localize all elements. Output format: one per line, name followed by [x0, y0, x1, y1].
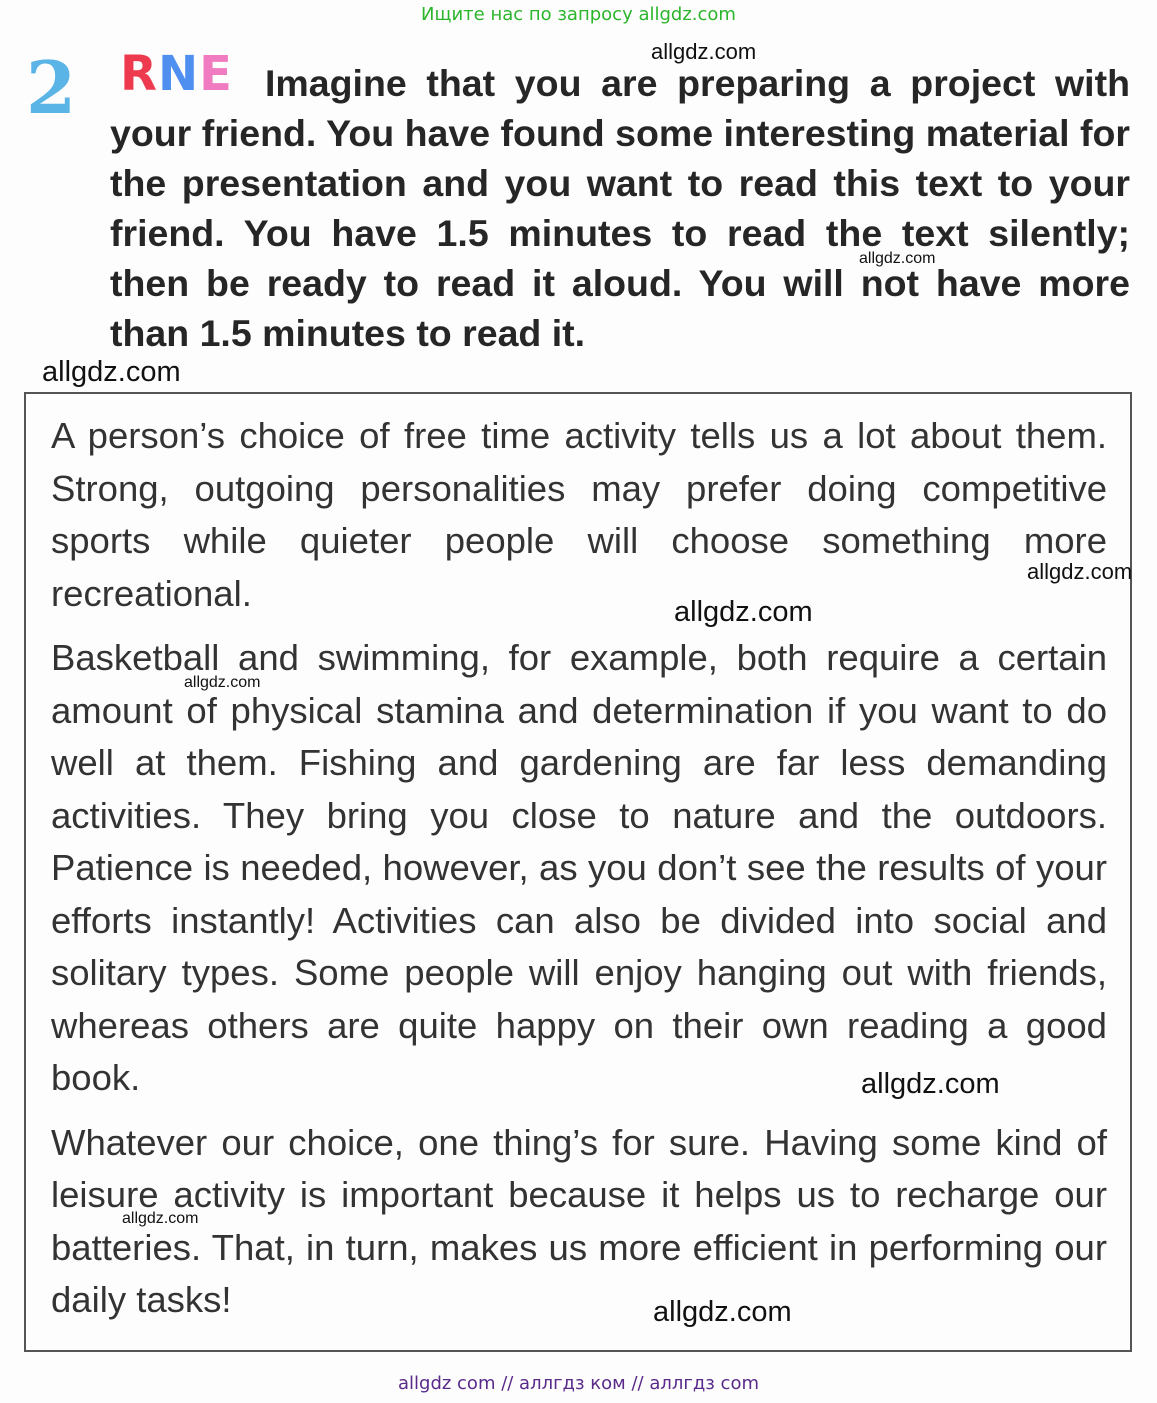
badge-letter-e: E: [199, 46, 233, 102]
passage-paragraph-2: Basketball and swimming, for example, both require a certain amount of physical stamina and determination if you want to do well at them. Fishing and gardening are far less demanding activities. They bring you close to nature and the outdoors. Patience is needed, however, as you don’t see the results of your efforts instantly! Activities can also be divided into social and solitary types. Some people will enjoy hanging out with friends, whereas others are quite happy on their own reading a good book.: [51, 637, 1107, 1098]
exercise-number: 2: [26, 45, 77, 130]
passage-paragraph-3: Whatever our choice, one thing’s for sure. Having some kind of leisure activity is important because it helps us to recharge our batteries. That, in turn, makes us more efficient in performing our daily tasks!: [51, 1121, 1107, 1320]
watermark: allgdz.com: [184, 674, 261, 691]
badge-letter-n: N: [157, 46, 200, 102]
reading-passage: [51, 410, 1107, 1339]
watermark: allgdz.com: [861, 1068, 1000, 1100]
watermark: allgdz.com: [859, 250, 936, 267]
instruction-text: Imagine that you are preparing a project with your friend. You have found some interesting material for the presentation and you want to read this text to your friend. You have 1.5 minutes to read the text silently; then be ready to read it aloud. You will not have more than 1.5 minutes to read it.: [110, 62, 1130, 354]
watermark: allgdz.com: [42, 356, 181, 388]
top-banner: Ищите нас по запросу allgdz.com: [421, 4, 736, 25]
watermark: allgdz.com: [674, 596, 813, 628]
watermark: allgdz.com: [122, 1210, 199, 1227]
watermark: allgdz.com: [651, 39, 757, 64]
watermark: allgdz.com: [1027, 559, 1133, 584]
exercise-instruction: [110, 58, 1130, 358]
badge-letter-r: R: [120, 46, 158, 102]
watermark: allgdz.com: [653, 1296, 792, 1328]
bottom-banner: allgdz com // аллгдз ком // аллгдз com: [397, 1373, 760, 1394]
passage-paragraph-1: A person’s choice of free time activity tells us a lot about them. Strong, outgoing personalities may prefer doing competitive sports while quieter people will choose something more recreational.: [51, 415, 1107, 614]
